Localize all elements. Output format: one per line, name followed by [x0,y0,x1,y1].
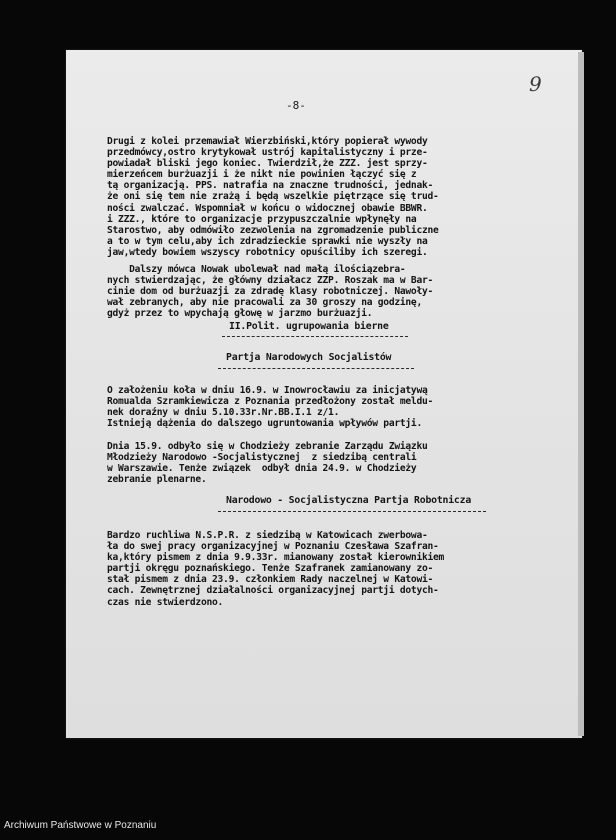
section-heading: II.Polit. ugrupowania bierne [229,321,389,332]
party-heading-nsdap: Partja Narodowych Socjalistów [226,352,392,363]
party-heading-nspr: Narodowo - Socjalistyczna Partja Robotnicza [226,495,472,506]
section-underline [222,336,408,337]
paragraph-nowak: Dalszy mówca Nowak ubolewał nad małą ilościązebra- nych stwierdzając, że główny działacz ZZP. Roszak ma w Bar- cinie dom od burżuazji za zdradę klasy robotniczej. Nawoły- wał zebranych, aby nie pracowali za 30 groszy na godzinę, gdyż przez to wpychają głowę w jarzmo burżuazji. [107,264,434,320]
paragraph-szafranek: Bardzo ruchliwa N.S.P.R. z siedzibą w Katowicach zwerbowa- ła do swej pracy organizacyjnej w Poznaniu Czesława Szafran- ka,który pismem z dnia 9.9.33r. mianowany został kierownikiem partji okręgu poznańskiego. Tenże Szafranek zamianowany zo- stał pismem z dnia 23.9. członkiem Rady naczelnej w Katowi- cach. Zewnętrznej działalności organizacyjnej partji dotych- czas nie stwierdzono. [107,530,445,608]
party-heading-nsdap-underline [218,368,414,369]
folio-number: 9 [529,72,542,96]
archive-label: Archiwum Państwowe w Poznaniu [4,820,157,831]
paragraph-chodziez: Dnia 15.9. odbyło się w Chodzieży zebranie Zarządu Związku Młodzieży Narodowo -Socjalistycznej z siedzibą centrali w Warszawie. Tenże związek odbył dnia 24.9. w Chodzieży zebranie plenarne. [107,441,428,486]
page-edge [578,52,584,736]
paragraph-inowroclaw: O założeniu koła w dniu 16.9. w Inowrocławiu za inicjatywą Romualda Szramkiewicza z Poznania przedłożony został meldu- nek doraźny w dniu 5.10.33r.Nr.BB.I.1 z/1. Istnieją dążenia do dalszego ugruntowania wpływów partji. [107,385,434,430]
party-heading-nspr-underline [218,511,486,512]
paragraph-wierzbinski: Drugi z kolei przemawiał Wierzbiński,który popierał wywody przedmówcy,ostro krytykował ustrój kapitalistyczny i prze- powiadał bliski jego koniec. Twierdził,że ZZZ. jest sprzy- mierzeńcem burżuazji i że nikt nie powinien łączyć się z tą organizacją. PPS. natrafia na znaczne trudności, jednak- że oni się tem nie zrażą i będą wszelkie piętrzące się trud- ności zwalczać. Wspomniał w końcu o widocznej obawie BBWR. i ZZZ., które to organizacje przypuszczalnie wpłynęły na Starostwo, aby odmówiło zezwolenia na zgromadzenie publiczne a to w tym celu,aby ich zdradzieckie sprawki nie wyszły na jaw,wtedy bowiem wszyscy robotnicy opuściliby ich szeregi. [107,136,439,258]
page-number: -8- [286,99,306,112]
